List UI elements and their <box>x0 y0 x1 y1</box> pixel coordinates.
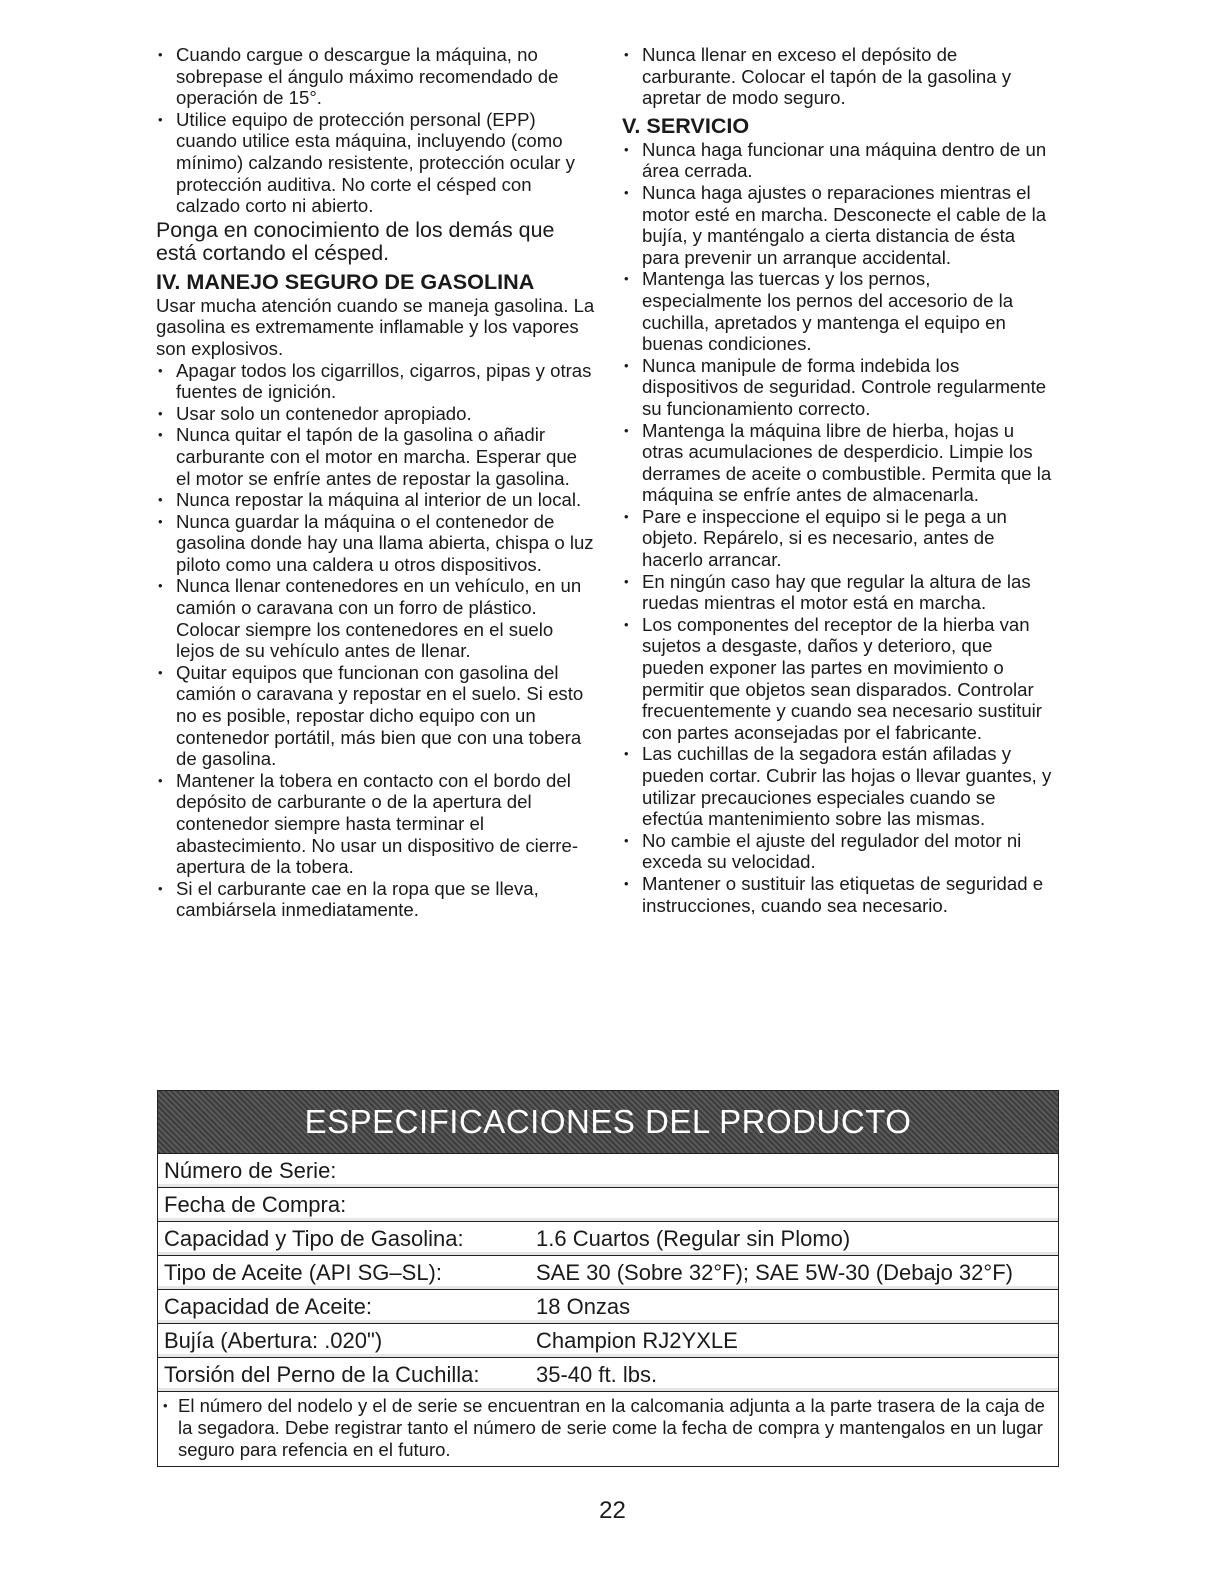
spec-label: Capacidad de Aceite: <box>164 1293 372 1319</box>
spec-value: 1.6 Cuartos (Regular sin Plomo) <box>536 1225 851 1251</box>
bullet-item: • Pare e inspeccione el equipo si le pega a un objeto. Repárelo, si es necesario, antes de hacerlo arrancar. <box>622 506 1052 571</box>
awareness-text: Ponga en conocimiento de los demás que está cortando el césped. <box>156 217 555 265</box>
spec-row-fuel-capacity <box>158 1221 1058 1255</box>
spec-value: SAE 30 (Sobre 32°F); SAE 5W-30 (Debajo 32°F) <box>536 1259 1013 1285</box>
specs-title: ESPECIFICACIONES DEL PRODUCTO <box>158 1091 1058 1153</box>
spec-value: 18 Onzas <box>536 1293 631 1319</box>
bullet-item: • Nunca haga ajustes o reparaciones mientras el motor esté en marcha. Desconecte el cable de la bujía, y manténgalo a cierta distancia de ésta para prevenir un arranque accidental. <box>622 182 1052 268</box>
bullet-item: • No cambie el ajuste del regulador del motor ni exceda su velocidad. <box>622 830 1052 873</box>
section-iv-heading: IV. MANEJO SEGURO DE GASOLINA <box>156 268 535 294</box>
page-number: 22 <box>599 1497 626 1524</box>
bullet-item: • Quitar equipos que funcionan con gasolina del camión o caravana y repostar en el suelo. Si esto no es posible, repostar dicho equipo con un contenedor portátil, más bien que con una tobera de gasolina. <box>156 662 596 770</box>
left-column <box>156 44 596 921</box>
spec-label: Bujía (Abertura: .020") <box>164 1327 383 1353</box>
bullet-item: • Usar solo un contenedor apropiado. <box>156 403 596 425</box>
bullet-item: • Utilice equipo de protección personal (EPP) cuando utilice esta máquina, incluyendo (como mínimo) calzando resistente, protección ocular y protección auditiva. No corte el césped con calzado corto ni abierto. <box>156 109 596 217</box>
right-column <box>622 44 1052 916</box>
spec-label: Capacidad y Tipo de Gasolina: <box>164 1225 464 1251</box>
spec-label: Tipo de Aceite (API SG–SL): <box>164 1259 442 1285</box>
spec-row-oil-type <box>158 1255 1058 1289</box>
bullet-item: • Si el carburante cae en la ropa que se lleva, cambiársela inmediatamente. <box>156 878 596 921</box>
spec-value: 35-40 ft. lbs. <box>536 1361 658 1387</box>
spec-row-serial-number <box>158 1153 1058 1187</box>
product-specs-table <box>157 1090 1059 1467</box>
intro-bullet-list <box>622 44 1052 109</box>
spec-row-oil-capacity <box>158 1289 1058 1323</box>
spec-label: Número de Serie: <box>164 1157 337 1183</box>
specs-note-text: • El número del nodelo y el de serie se encuentran en la calcomania adjunta a la parte trasera de la caja de la segadora. Debe registrar tanto el número de serie come la fecha de compra y mantengalos en un lugar seguro para refencia en el futuro. <box>164 1395 1052 1461</box>
bullet-item: • Mantenga las tuercas y los pernos, especialmente los pernos del accesorio de la cuchilla, apretados y mantenga el equipo en buenas condiciones. <box>622 268 1052 354</box>
bullet-item: • Mantener la tobera en contacto con el bordo del depósito de carburante o de la apertura del contenedor siempre hasta terminar el abastecimiento. No usar un dispositivo de cierre-apertura de la tobera. <box>156 770 596 878</box>
bullet-item: • Nunca manipule de forma indebida los dispositivos de seguridad. Controle regularmente su funcionamiento correcto. <box>622 355 1052 420</box>
spec-row-blade-bolt-torque <box>158 1357 1058 1391</box>
bullet-item: • Cuando cargue o descargue la máquina, no sobrepase el ángulo máximo recomendado de operación de 15°. <box>156 44 596 109</box>
bullet-item: • Nunca guardar la máquina o el contenedor de gasolina donde hay una llama abierta, chispa o luz piloto como una caldera u otros dispositivos. <box>156 511 596 576</box>
bullet-item: • Nunca llenar en exceso el depósito de carburante. Colocar el tapón de la gasolina y apretar de modo seguro. <box>622 44 1052 109</box>
intro-bullet-list <box>156 44 596 217</box>
bullet-item: • Nunca repostar la máquina al interior de un local. <box>156 489 596 511</box>
bullet-item: • Mantener o sustituir las etiquetas de seguridad e instrucciones, cuando sea necesario. <box>622 873 1052 916</box>
spec-label: Torsión del Perno de la Cuchilla: <box>164 1361 480 1387</box>
specs-note <box>158 1391 1058 1466</box>
spec-value: Champion RJ2YXLE <box>536 1327 738 1353</box>
bullet-item: • Nunca quitar el tapón de la gasolina o añadir carburante con el motor en marcha. Esperar que el motor se enfríe antes de repostar la gasolina. <box>156 424 596 489</box>
spec-row-purchase-date <box>158 1187 1058 1221</box>
bullet-item: • Apagar todos los cigarrillos, cigarros, pipas y otras fuentes de ignición. <box>156 360 596 403</box>
section-v-heading: V. SERVICIO <box>622 112 750 138</box>
section-iv-bullet-list <box>156 360 596 921</box>
spec-label: Fecha de Compra: <box>164 1191 347 1217</box>
bullet-item: • Los componentes del receptor de la hierba van sujetos a desgaste, daños y deterioro, que pueden exponer las partes en movimiento o permitir que objetos sean disparados. Controlar frecuentemente y cuando sea necesario sustituir con partes aconsejadas por el fabricante. <box>622 614 1052 744</box>
bullet-item: • En ningún caso hay que regular la altura de las ruedas mientras el motor está en marcha. <box>622 571 1052 614</box>
bullet-item: • Mantenga la máquina libre de hierba, hojas u otras acumulaciones de desperdicio. Limpie los derrames de aceite o combustible. Permita que la máquina se enfríe antes de almacenarla. <box>622 420 1052 506</box>
section-iv-intro: Usar mucha atención cuando se maneja gasolina. La gasolina es extremamente inflamable y los vapores son explosivos. <box>156 294 595 359</box>
spec-row-spark-plug <box>158 1323 1058 1357</box>
bullet-item: • Las cuchillas de la segadora están afiladas y pueden cortar. Cubrir las hojas o llevar guantes, y utilizar precauciones especiales cuando se efectúa mantenimiento sobre las mismas. <box>622 743 1052 829</box>
section-v-bullet-list <box>622 139 1052 916</box>
bullet-item: • Nunca llenar contenedores en un vehículo, en un camión o caravana con un forro de plástico. Colocar siempre los contenedores en el suelo lejos de su vehículo antes de llenar. <box>156 575 596 661</box>
bullet-item: • Nunca haga funcionar una máquina dentro de un área cerrada. <box>622 139 1052 182</box>
